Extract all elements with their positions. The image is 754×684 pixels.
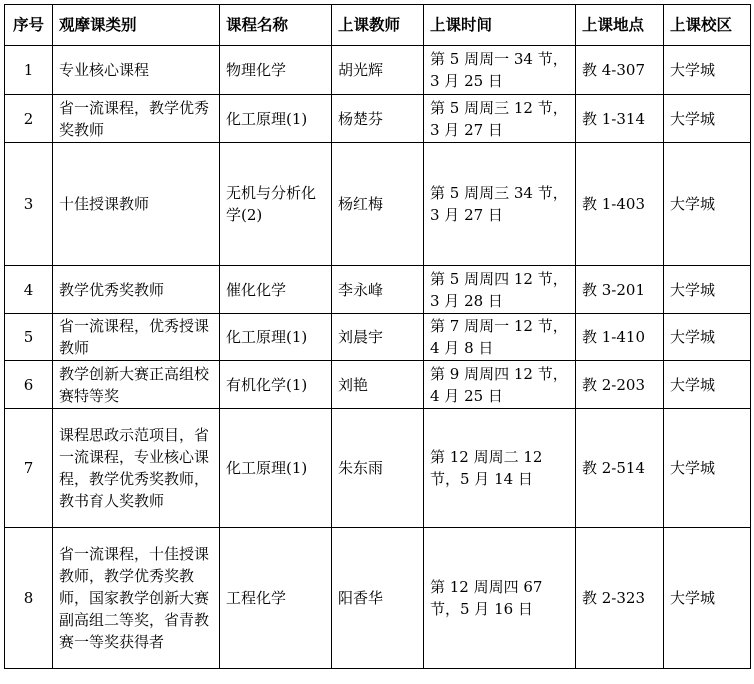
table-row <box>5 46 751 95</box>
cell-campus: 大学城 <box>664 266 751 314</box>
cell-category: 课程思政示范项目，省一流课程，专业核心课程，教学优秀奖教师，教书育人奖教师 <box>53 409 220 528</box>
cell-course: 催化化学 <box>220 266 332 314</box>
table-row <box>5 528 751 669</box>
cell-place: 教 2-514 <box>576 409 664 528</box>
cell-time: 第 12 周周二 12 节，5 月 14 日 <box>424 409 576 528</box>
header-course: 课程名称 <box>220 5 332 46</box>
cell-place: 教 2-323 <box>576 528 664 669</box>
cell-course: 物理化学 <box>220 46 332 95</box>
cell-no: 8 <box>5 528 53 669</box>
cell-place: 教 1-410 <box>576 314 664 361</box>
cell-no: 1 <box>5 46 53 95</box>
cell-teacher: 刘艳 <box>332 361 424 409</box>
cell-no: 3 <box>5 143 53 266</box>
cell-teacher: 阳香华 <box>332 528 424 669</box>
header-no: 序号 <box>5 5 53 46</box>
cell-no: 6 <box>5 361 53 409</box>
cell-category: 教学创新大赛正高组校赛特等奖 <box>53 361 220 409</box>
cell-time: 第 5 周周四 12 节，3 月 28 日 <box>424 266 576 314</box>
header-time: 上课时间 <box>424 5 576 46</box>
cell-campus: 大学城 <box>664 528 751 669</box>
cell-category: 教学优秀奖教师 <box>53 266 220 314</box>
cell-teacher: 刘晨宇 <box>332 314 424 361</box>
table-row <box>5 361 751 409</box>
table-row <box>5 95 751 143</box>
header-category: 观摩课类别 <box>53 5 220 46</box>
cell-time: 第 5 周周三 12 节，3 月 27 日 <box>424 95 576 143</box>
cell-time: 第 7 周周一 12 节，4 月 8 日 <box>424 314 576 361</box>
table-row <box>5 266 751 314</box>
table-row <box>5 143 751 266</box>
cell-campus: 大学城 <box>664 46 751 95</box>
cell-time: 第 9 周周四 12 节，4 月 25 日 <box>424 361 576 409</box>
cell-place: 教 1-403 <box>576 143 664 266</box>
header-place: 上课地点 <box>576 5 664 46</box>
cell-teacher: 杨楚芬 <box>332 95 424 143</box>
cell-time: 第 5 周周三 34 节，3 月 27 日 <box>424 143 576 266</box>
cell-place: 教 2-203 <box>576 361 664 409</box>
header-teacher: 上课教师 <box>332 5 424 46</box>
cell-campus: 大学城 <box>664 361 751 409</box>
cell-time: 第 5 周周一 34 节，3 月 25 日 <box>424 46 576 95</box>
cell-place: 教 1-314 <box>576 95 664 143</box>
cell-teacher: 胡光辉 <box>332 46 424 95</box>
cell-course: 化工原理(1) <box>220 95 332 143</box>
cell-course: 化工原理(1) <box>220 314 332 361</box>
cell-course: 无机与分析化学(2) <box>220 143 332 266</box>
cell-place: 教 3-201 <box>576 266 664 314</box>
header-campus: 上课校区 <box>664 5 751 46</box>
cell-campus: 大学城 <box>664 95 751 143</box>
cell-place: 教 4-307 <box>576 46 664 95</box>
cell-time: 第 12 周周四 67 节，5 月 16 日 <box>424 528 576 669</box>
cell-no: 4 <box>5 266 53 314</box>
cell-no: 7 <box>5 409 53 528</box>
cell-category: 省一流课程，优秀授课教师 <box>53 314 220 361</box>
cell-course: 有机化学(1) <box>220 361 332 409</box>
cell-category: 专业核心课程 <box>53 46 220 95</box>
header-row <box>5 5 751 46</box>
cell-category: 十佳授课教师 <box>53 143 220 266</box>
cell-campus: 大学城 <box>664 314 751 361</box>
table-row <box>5 314 751 361</box>
cell-teacher: 朱东雨 <box>332 409 424 528</box>
cell-teacher: 李永峰 <box>332 266 424 314</box>
observation-course-table <box>4 4 751 669</box>
cell-campus: 大学城 <box>664 409 751 528</box>
cell-category: 省一流课程，十佳授课教师，教学优秀奖教师，国家教学创新大赛副高组二等奖，省青教赛一等奖获得者 <box>53 528 220 669</box>
cell-no: 5 <box>5 314 53 361</box>
cell-category: 省一流课程，教学优秀奖教师 <box>53 95 220 143</box>
cell-course: 化工原理(1) <box>220 409 332 528</box>
cell-course: 工程化学 <box>220 528 332 669</box>
cell-no: 2 <box>5 95 53 143</box>
table-row <box>5 409 751 528</box>
cell-campus: 大学城 <box>664 143 751 266</box>
cell-teacher: 杨红梅 <box>332 143 424 266</box>
